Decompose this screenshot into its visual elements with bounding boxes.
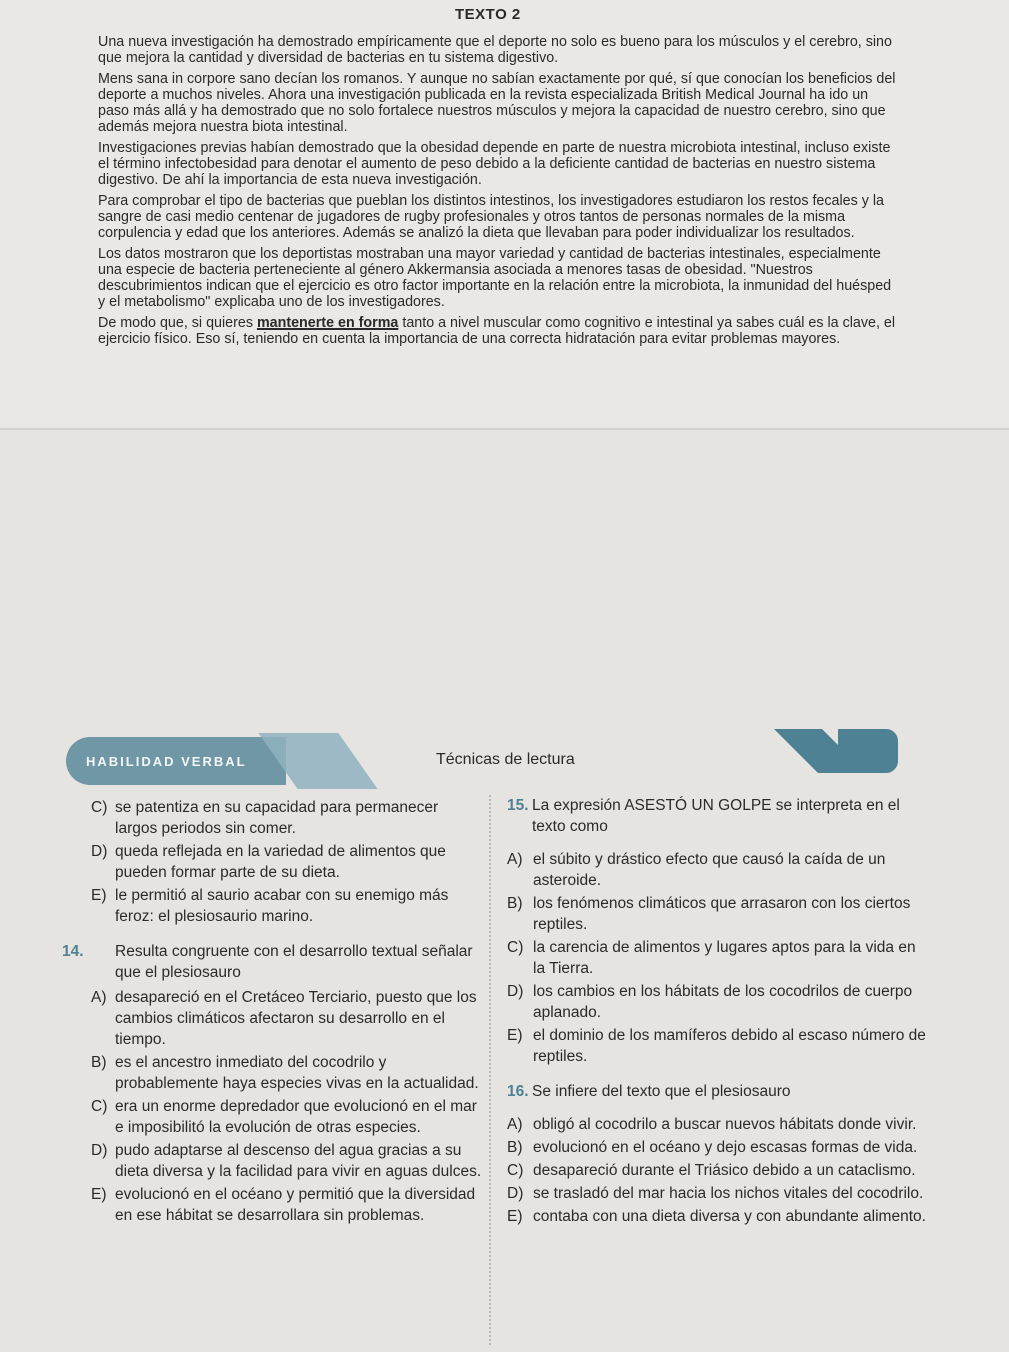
highlighted-phrase: mantenerte en forma [256,315,399,331]
q16-option-c[interactable]: C) desapareció durante el Triásico debido a un cataclismo. [507,1162,916,1179]
section-banner [66,729,898,791]
q14-option-b[interactable]: B) es el ancestro inmediato del cocodrilo y probablemente haya especies vivas en la actualidad. [91,1054,479,1092]
option-c-carryover[interactable]: C) se patentiza en su capacidad para permanecer largos periodos sin comer. [91,799,439,837]
q14-option-a[interactable]: A) desapareció en el Cretáceo Terciario, puesto que los cambios climáticos afectaron su desarrollo en el tiempo. [91,989,477,1048]
question-number: 16. [507,1083,529,1100]
q16-option-d[interactable]: D) se trasladó del mar hacia los nichos vitales del cocodrilo. [507,1185,924,1202]
option-d-carryover[interactable]: D) queda reflejada en la variedad de alimentos que pueden formar parte de su dieta. [91,843,446,881]
q16-option-a[interactable]: A) obligó al cocodrilo a buscar nuevos hábitats donde vivir. [507,1116,917,1133]
paragraph-3: Investigaciones previas habían demostrado que la obesidad depende en parte de nuestra microbiota intestinal, incluso existe el término infectobesidad para denotar el aumento de peso debido a la deficiente cantidad de bacterias en nuestro sistema digestivo. De ahí la importancia de esta nueva investigación. [98,140,891,188]
paragraph-6-start: De modo que, si quieres [98,315,257,331]
q15-option-d[interactable]: D) los cambios en los hábitats de los cocodrilos de cuerpo aplanado. [507,983,913,1021]
q14-option-e[interactable]: E) evolucionó en el océano y permitió que la diversidad en ese hábitat se desarrollara sin problemas. [91,1186,476,1224]
q15-option-e[interactable]: E) el dominio de los mamíferos debido al escaso número de reptiles. [507,1027,926,1065]
question-text: La expresión ASESTÓ UN GOLPE se interpreta en el texto como [532,797,900,835]
paragraph-6 [98,315,898,347]
q16-option-b[interactable]: B) evolucionó en el océano y dejo escasas formas de vida. [507,1139,918,1156]
paragraph-1: Una nueva investigación ha demostrado empíricamente que el deporte no solo es bueno para los músculos y el cerebro, sino que mejora la cantidad y diversidad de bacterias en tu sistema digestivo. [98,34,892,66]
right-column [497,791,927,1229]
left-column [62,797,482,1228]
q14-option-d[interactable]: D) pudo adaptarse al descenso del agua gracias a su dieta diversa y la facilidad para vivir en aguas dulces. [91,1142,482,1180]
paragraph-6-end: tanto a nivel muscular como cognitivo e intestinal ya sabes cuál es la clave, el ejercicio físico. Eso sí, teniendo en cuenta la importancia de una correcta hidratación para evitar problemas mayores. [98,315,896,347]
banner-end-tab [838,729,898,773]
question-14 [62,941,482,983]
question-text: Resulta congruente con el desarrollo textual señalar que el plesiosauro [115,943,473,981]
q16-option-e[interactable]: E) contaba con una dieta diversa y con abundante alimento. [507,1208,926,1225]
paragraph-5: Los datos mostraron que los deportistas mostraban una mayor variedad y cantidad de bacterias intestinales, especialmente una especie de bacteria perteneciente al género Akkermansia asociada a menores tasas de obesidad. "Nuestros descubrimientos indican que el ejercicio es otro factor importante en la relación entre la microbiota, la inmunidad del huésped y el metabolismo" explicaba uno de los investigadores. [98,246,892,310]
q15-option-b[interactable]: B) los fenómenos climáticos que arrasaron con los ciertos reptiles. [507,895,911,933]
column-separator [489,795,491,1345]
reading-text [98,34,898,352]
question-number: 14. [62,943,84,960]
question-16 [497,1081,927,1102]
question-15 [497,795,927,837]
page-divider [0,428,1009,430]
paragraph-2: Mens sana in corpore sano decían los romanos. Y aunque no sabían exactamente por qué, sí que conocían los beneficios del deporte a muchos niveles. Ahora una investigación publicada en la revista especializada British Medical Journal ha ido un paso más allá y ha demostrado que no solo fortalece nuestros músculos y mejora la capacidad de nuestro cerebro, sino que además mejora nuestra biota intestinal. [98,71,896,135]
option-e-carryover[interactable]: E) le permitió al saurio acabar con su enemigo más feroz: el plesiosaurio marino. [91,887,449,925]
banner-label: HABILIDAD VERBAL [86,754,247,769]
question-number: 15. [507,797,529,814]
text-title: TEXTO 2 [455,6,521,23]
q15-option-a[interactable]: A) el súbito y drástico efecto que causó la caída de un asteroide. [507,851,886,889]
banner-title: Técnicas de lectura [436,751,575,768]
q15-option-c[interactable]: C) la carencia de alimentos y lugares aptos para la vida en la Tierra. [507,939,916,977]
q14-option-c[interactable]: C) era un enorme depredador que evolucionó en el mar e imposibilitó la evolución de otras especies. [91,1098,477,1136]
question-text: Se infiere del texto que el plesiosauro [532,1083,791,1100]
paragraph-4: Para comprobar el tipo de bacterias que pueblan los distintos intestinos, los investigadores estudiaron los restos fecales y la sangre de casi medio centenar de jugadores de rugby profesionales y otros tantos de personas normales de la misma corpulencia y edad que los anteriores. Además se analizó la dieta que llevaban para poder individualizar los resultados. [98,193,884,241]
